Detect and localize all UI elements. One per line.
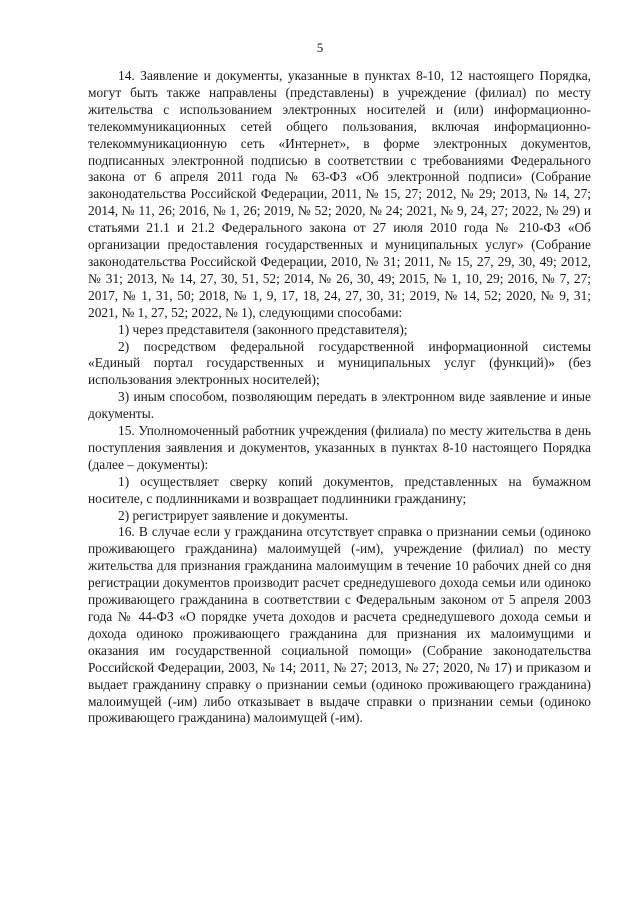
paragraph-15-item-2: 2) регистрирует заявление и документы.	[118, 507, 349, 523]
paragraph-14-item-1: 1) через представителя (законного представителя);	[118, 321, 408, 337]
paragraph-15: 15. Уполномоченный работник учреждения (филиала) по месту жительства в день поступления заявления и документов, указанных в пунктах 8-10 настоящего Порядка (далее – документы):	[88, 423, 591, 472]
paragraph-16: 16. В случае если у гражданина отсутствует справка о признании семьи (одиноко проживающего гражданина) малоимущей (-им), учреждение (филиал) по месту жительства для признания гражданина малоимущим в течение 10 рабочих дней со дня регистрации документов производит расчет среднедушевого дохода семьи или одиноко проживающего гражданина в соответствии с Федеральным законом от 5 апреля 2003 года № 44-ФЗ «О порядке учета доходов и расчета среднедушевого дохода семьи и дохода одиноко проживающего гражданина для признания их малоимущими и оказания им государственной социальной помощи» (Собрание законодательства Российской Федерации, 2003, № 14; 2011, № 27; 2013, № 27; 2020, № 17) и приказом и выдает гражданину справку о признании семьи (одиноко проживающего гражданина) малоимущей (-им) либо отказывает в выдаче справки о признании семьи (одиноко проживающего гражданина) малоимущей (-им).	[88, 524, 591, 726]
document-body	[88, 68, 591, 727]
paragraph-14-item-2: 2) посредством федеральной государственной информационной системы «Единый портал государственных и муниципальных услуг (функций)» (без использования электронных носителей);	[88, 338, 591, 388]
paragraph-15-item-1: 1) осуществляет сверку копий документов, представленных на бумажном носителе, с подлинниками и возвращает подлинники гражданину;	[88, 473, 591, 506]
paragraph-14-item-3: 3) иным способом, позволяющим передать в электронном виде заявление и иные документы.	[88, 389, 591, 422]
page-number: 5	[316, 40, 324, 55]
paragraph-14: 14. Заявление и документы, указанные в пунктах 8-10, 12 настоящего Порядка, могут быть также направлены (представлены) в учреждение (филиал) по месту жительства с использованием электронных носителей и (или) информационно-телекоммуникационных сетей общего пользования, включая информационно-телекоммуникационную сеть «Интернет», в форме электронных документов, подписанных электронной подписью в соответствии с требованиями Федерального закона от 6 апреля 2011 года № 63-ФЗ «Об электронной подписи» (Собрание законодательства Российской Федерации, 2011, № 15, 27; 2012, № 29; 2013, № 14, 27; 2014, № 11, 26; 2016, № 1, 26; 2019, № 52; 2020, № 24; 2021, № 9, 24, 27; 2022, № 29) и статьями 21.1 и 21.2 Федерального закона от 27 июля 2010 года № 210-ФЗ «Об организации предоставления государственных и муниципальных услуг» (Собрание законодательства Российской Федерации, 2010, № 31; 2011, № 15, 27, 29, 30, 49; 2012, № 31; 2013, № 14, 27, 30, 51, 52; 2014, № 26, 30, 49; 2015, № 1, 10, 29; 2016, № 7, 27; 2017, № 1, 31, 50; 2018, № 1, 9, 17, 18, 24, 27, 30, 31; 2019, № 14, 52; 2020, № 9, 31; 2021, № 1, 27, 52; 2022, № 1), следующими способами:	[88, 68, 591, 320]
